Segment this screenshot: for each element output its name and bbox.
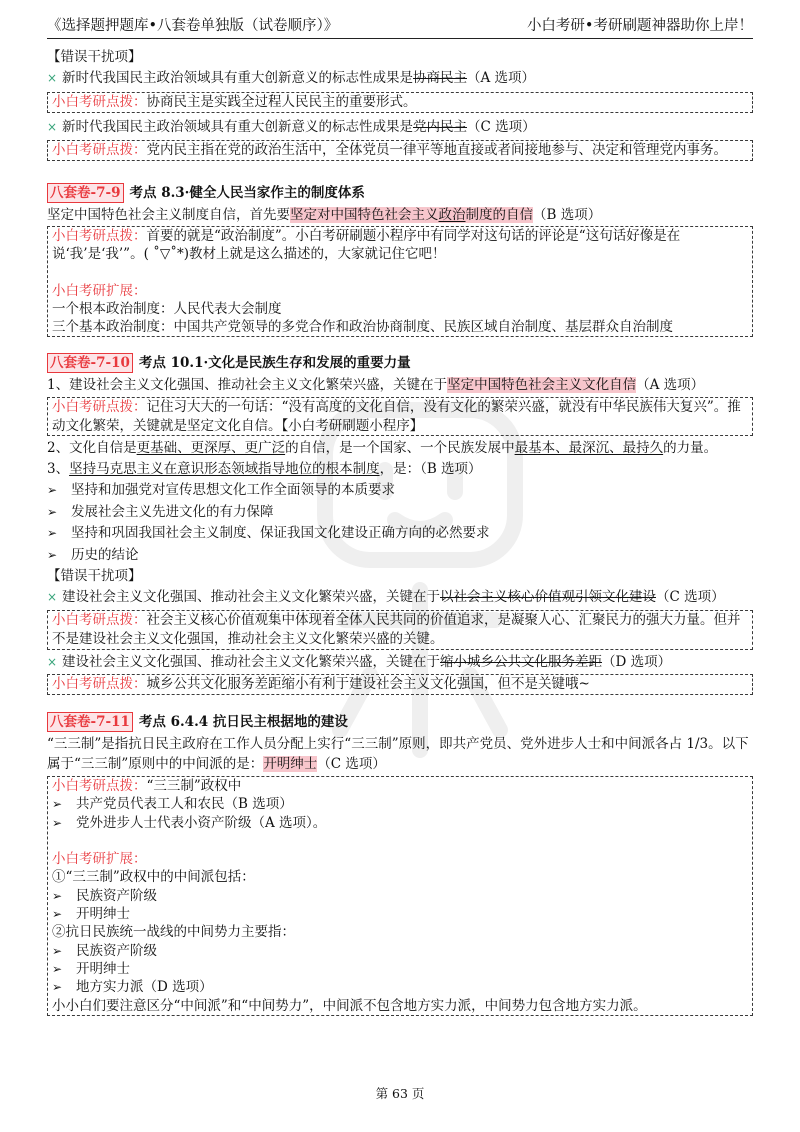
point-text: 1、建设社会主义文化强国、推动社会主义文化繁荣兴盛，关键在于 [47, 377, 448, 393]
q7-8-distractors [47, 47, 753, 161]
tip-label: 小白考研点拨： [52, 399, 147, 415]
distractor-item [47, 117, 753, 138]
option-letter: （A 选项） [467, 70, 536, 86]
tip-label: 小白考研点拨： [52, 228, 147, 244]
cross-icon: × [47, 120, 58, 134]
tip-box [47, 92, 753, 113]
tip-text: 社会主义核心价值观集中体现着全体人民共同的价值追求，是凝聚人心、汇聚民力的强大力量。但并不是建设社会主义文化强国，推动社会主义文化繁荣兴盛的关键。 [52, 612, 741, 647]
tip-text: “三三制”政权中 [146, 778, 242, 794]
list-item-text: 历史的结论 [71, 546, 139, 563]
list-item-text: 发展社会主义先进文化的有力保障 [71, 503, 274, 520]
distractor-heading: 【错误干扰项】 [47, 49, 142, 65]
tip-label: 小白考研点拨： [52, 94, 147, 110]
arrow-bullet-icon: ➢ [52, 980, 63, 995]
closing-remark: 小小白们要注意区分“中间派”和“中间势力”，中间派不包含地方实力派，中间势力包含地方实力派。 [52, 997, 647, 1014]
struck-option: 协商民主 [413, 70, 467, 86]
tip-paragraph [52, 777, 748, 795]
struck-option: 党内民主 [413, 119, 467, 135]
list-item [47, 545, 753, 567]
distractor-item [47, 652, 753, 673]
list-item-text: 开明绅士 [76, 960, 130, 977]
option-letter: （C 选项） [656, 589, 725, 605]
highlight-text: 坚定对中国特色社会主义 [290, 207, 439, 223]
option-letter: ，是：（B 选项） [379, 461, 482, 477]
tip-label: 小白考研点拨： [52, 142, 147, 158]
point-text: 的自信，是一个国家、一个民族发展中 [285, 440, 515, 456]
option-letter: （D 选项） [602, 654, 672, 670]
q7-9-section [47, 182, 753, 337]
answer-highlight: 开明绅士 [263, 756, 318, 772]
question-label: 八套卷-7-11 [47, 712, 133, 732]
q7-10-section [47, 352, 753, 695]
arrow-bullet-icon: ➢ [52, 815, 63, 830]
tip-label: 小白考研点拨： [52, 778, 147, 794]
page-number: 第 63 页 [375, 1086, 425, 1101]
tip-text: 首要的就是“政治制度”。小白考研刷题小程序中有同学对这句话的评论是“这句话好像是在说‘我’是‘我’”。( ˚▽˚*)教材上就是这么描述的，大家就记住它吧！ [52, 228, 681, 263]
struck-option: 以社会主义核心价值观引领文化建设 [440, 589, 656, 605]
arrow-bullet-icon: ➢ [52, 943, 63, 958]
point-text: 3、 [47, 461, 70, 477]
option-letter: （A 选项） [636, 377, 705, 393]
point-3 [47, 459, 753, 480]
list-item [52, 942, 748, 960]
highlight-text: 制度的自信 [465, 207, 533, 223]
distractor-text: 新时代我国民主政治领域具有重大创新意义的标志性成果是 [62, 119, 413, 135]
book-title: 《选择题押题库•八套卷单独版（试卷顺序）》 [47, 18, 339, 34]
knowledge-point-title: 考点 6.4.4 抗日民主根据地的建设 [138, 714, 348, 730]
arrow-bullet-icon: ➢ [47, 526, 58, 540]
tip-text: 记住习大大的一句话：“没有高度的文化自信，没有文化的繁荣兴盛，就没有中华民族伟大复兴”。推动文化繁荣，关键就是坚定文化自信。【小白考研刷题小程序】 [52, 399, 741, 434]
extension-line: 一个根本政治制度：人民代表大会制度 [52, 300, 282, 317]
arrow-bullet-icon: ➢ [47, 547, 58, 562]
list-item [52, 814, 748, 832]
distractor-text: 新时代我国民主政治领域具有重大创新意义的标志性成果是 [62, 70, 413, 86]
distractor-text: 建设社会主义文化强国、推动社会主义文化繁荣兴盛，关键在于 [62, 589, 440, 605]
underlined-keyword: 政治 [438, 207, 466, 223]
point-text: 2、文化自信是 [47, 440, 137, 456]
answer-line [47, 205, 753, 225]
cross-icon: × [47, 590, 58, 604]
point-2 [47, 438, 753, 459]
spacer [52, 263, 748, 281]
list-item-text: 民族资产阶级 [76, 942, 157, 959]
underlined-keyword: 坚持马克思主义在意识形态领域指导地位的根本制度 [69, 461, 380, 477]
arrow-bullet-icon: ➢ [52, 961, 63, 976]
point-text: 的力量。 [663, 440, 718, 456]
tip-box [47, 674, 753, 695]
option-letter: （C 选项） [467, 119, 536, 135]
list-item-text: 开明绅士 [76, 906, 130, 923]
list-item [52, 887, 748, 905]
point-3-bullet-list [47, 480, 753, 566]
arrow-bullet-icon: ➢ [47, 483, 58, 497]
section-heading [47, 711, 753, 734]
tip-label: 小白考研点拨： [52, 612, 147, 628]
tip-text: 城乡公共文化服务差距缩小有利于建设社会主义文化强国，但不是关键哦~ [146, 676, 590, 692]
answer-highlight: 坚定中国特色社会主义文化自信 [447, 377, 637, 393]
knowledge-point-title: 考点 8.3·健全人民当家作主的制度体系 [129, 185, 365, 201]
extension-group-title: ①“三三制”政权中的中间派包括： [52, 869, 255, 886]
tip-box [47, 397, 753, 436]
tip-text: 协商民主是实践全过程人民民主的重要形式。 [146, 94, 417, 110]
list-item-text: 党外进步人士代表小资产阶级（A 选项）。 [76, 814, 327, 831]
list-item [47, 480, 753, 502]
arrow-bullet-icon: ➢ [52, 907, 63, 922]
list-item-text: 地方实力派（D 选项） [76, 979, 213, 996]
tip-box [47, 610, 753, 650]
list-item-text: 民族资产阶级 [76, 887, 157, 904]
list-item-text: 共产党员代表工人和农民（B 选项） [76, 796, 293, 813]
struck-option: 缩小城乡公共文化服务差距 [440, 654, 602, 670]
arrow-bullet-icon: ➢ [52, 797, 63, 812]
spacer [52, 832, 748, 850]
list-item [52, 795, 748, 813]
section-heading [47, 182, 753, 205]
point-1 [47, 375, 753, 396]
list-item-text: 坚持和加强党对宣传思想文化工作全面领导的本质要求 [71, 482, 395, 498]
extension-label: 小白考研扩展： [52, 851, 147, 868]
question-stem [47, 734, 753, 774]
answer-text: 坚定中国特色社会主义制度自信，首先要 [47, 207, 290, 223]
tip-box [47, 140, 753, 161]
q7-11-section [47, 711, 753, 1016]
underlined-keyword: 更基础、更深厚、更广泛 [136, 440, 286, 456]
distractor-item [47, 68, 753, 89]
section-heading [47, 352, 753, 375]
list-item [52, 978, 748, 996]
distractor-heading: 【错误干扰项】 [47, 568, 142, 584]
list-item [52, 905, 748, 923]
question-label: 八套卷-7-9 [47, 183, 124, 203]
list-item [52, 960, 748, 978]
extension-group-title: ②抗日民族统一战线的中间势力主要指： [52, 924, 295, 941]
tip-box [47, 776, 753, 1016]
tip-box [47, 226, 753, 337]
knowledge-point-title: 考点 10.1·文化是民族生存和发展的重要力量 [138, 355, 411, 371]
page-header [47, 12, 753, 39]
brand-slogan: 小白考研•考研刷题神器助你上岸！ [526, 18, 753, 34]
underlined-keyword: 最基本、最深沉、最持久 [514, 440, 664, 456]
stem-text: “三三制”是指抗日民主政府在工作人员分配上实行“三三制”原则，即共产党员、党外进步人士和中间派各占 1/3。以下属于“三三制”原则中的中间派的是： [47, 736, 749, 772]
tip-text: 党内民主指在党的政治生活中，全体党员一律平等地直接或者间接地参与、决定和管理党内事务。 [146, 142, 727, 158]
extension-label: 小白考研扩展： [52, 282, 147, 299]
tip-paragraph [52, 227, 748, 263]
cross-icon: × [47, 655, 58, 669]
tip-label: 小白考研点拨： [52, 676, 147, 692]
list-item-text: 坚持和巩固我国社会主义制度、保证我国文化建设正确方向的必然要求 [71, 525, 490, 541]
option-letter: （B 选项） [533, 207, 602, 223]
arrow-bullet-icon: ➢ [47, 504, 58, 519]
option-letter: （C 选项） [317, 756, 386, 772]
answer-highlight [290, 207, 533, 223]
cross-icon: × [47, 71, 58, 85]
list-item [47, 502, 753, 524]
arrow-bullet-icon: ➢ [52, 888, 63, 903]
distractor-text: 建设社会主义文化强国、推动社会主义文化繁荣兴盛，关键在于 [62, 654, 440, 670]
question-label: 八套卷-7-10 [47, 353, 133, 373]
list-item [47, 523, 753, 545]
distractor-item [47, 587, 753, 608]
extension-line: 三个基本政治制度：中国共产党领导的多党合作和政治协商制度、民族区域自治制度、基层群众自治制度 [52, 319, 673, 335]
